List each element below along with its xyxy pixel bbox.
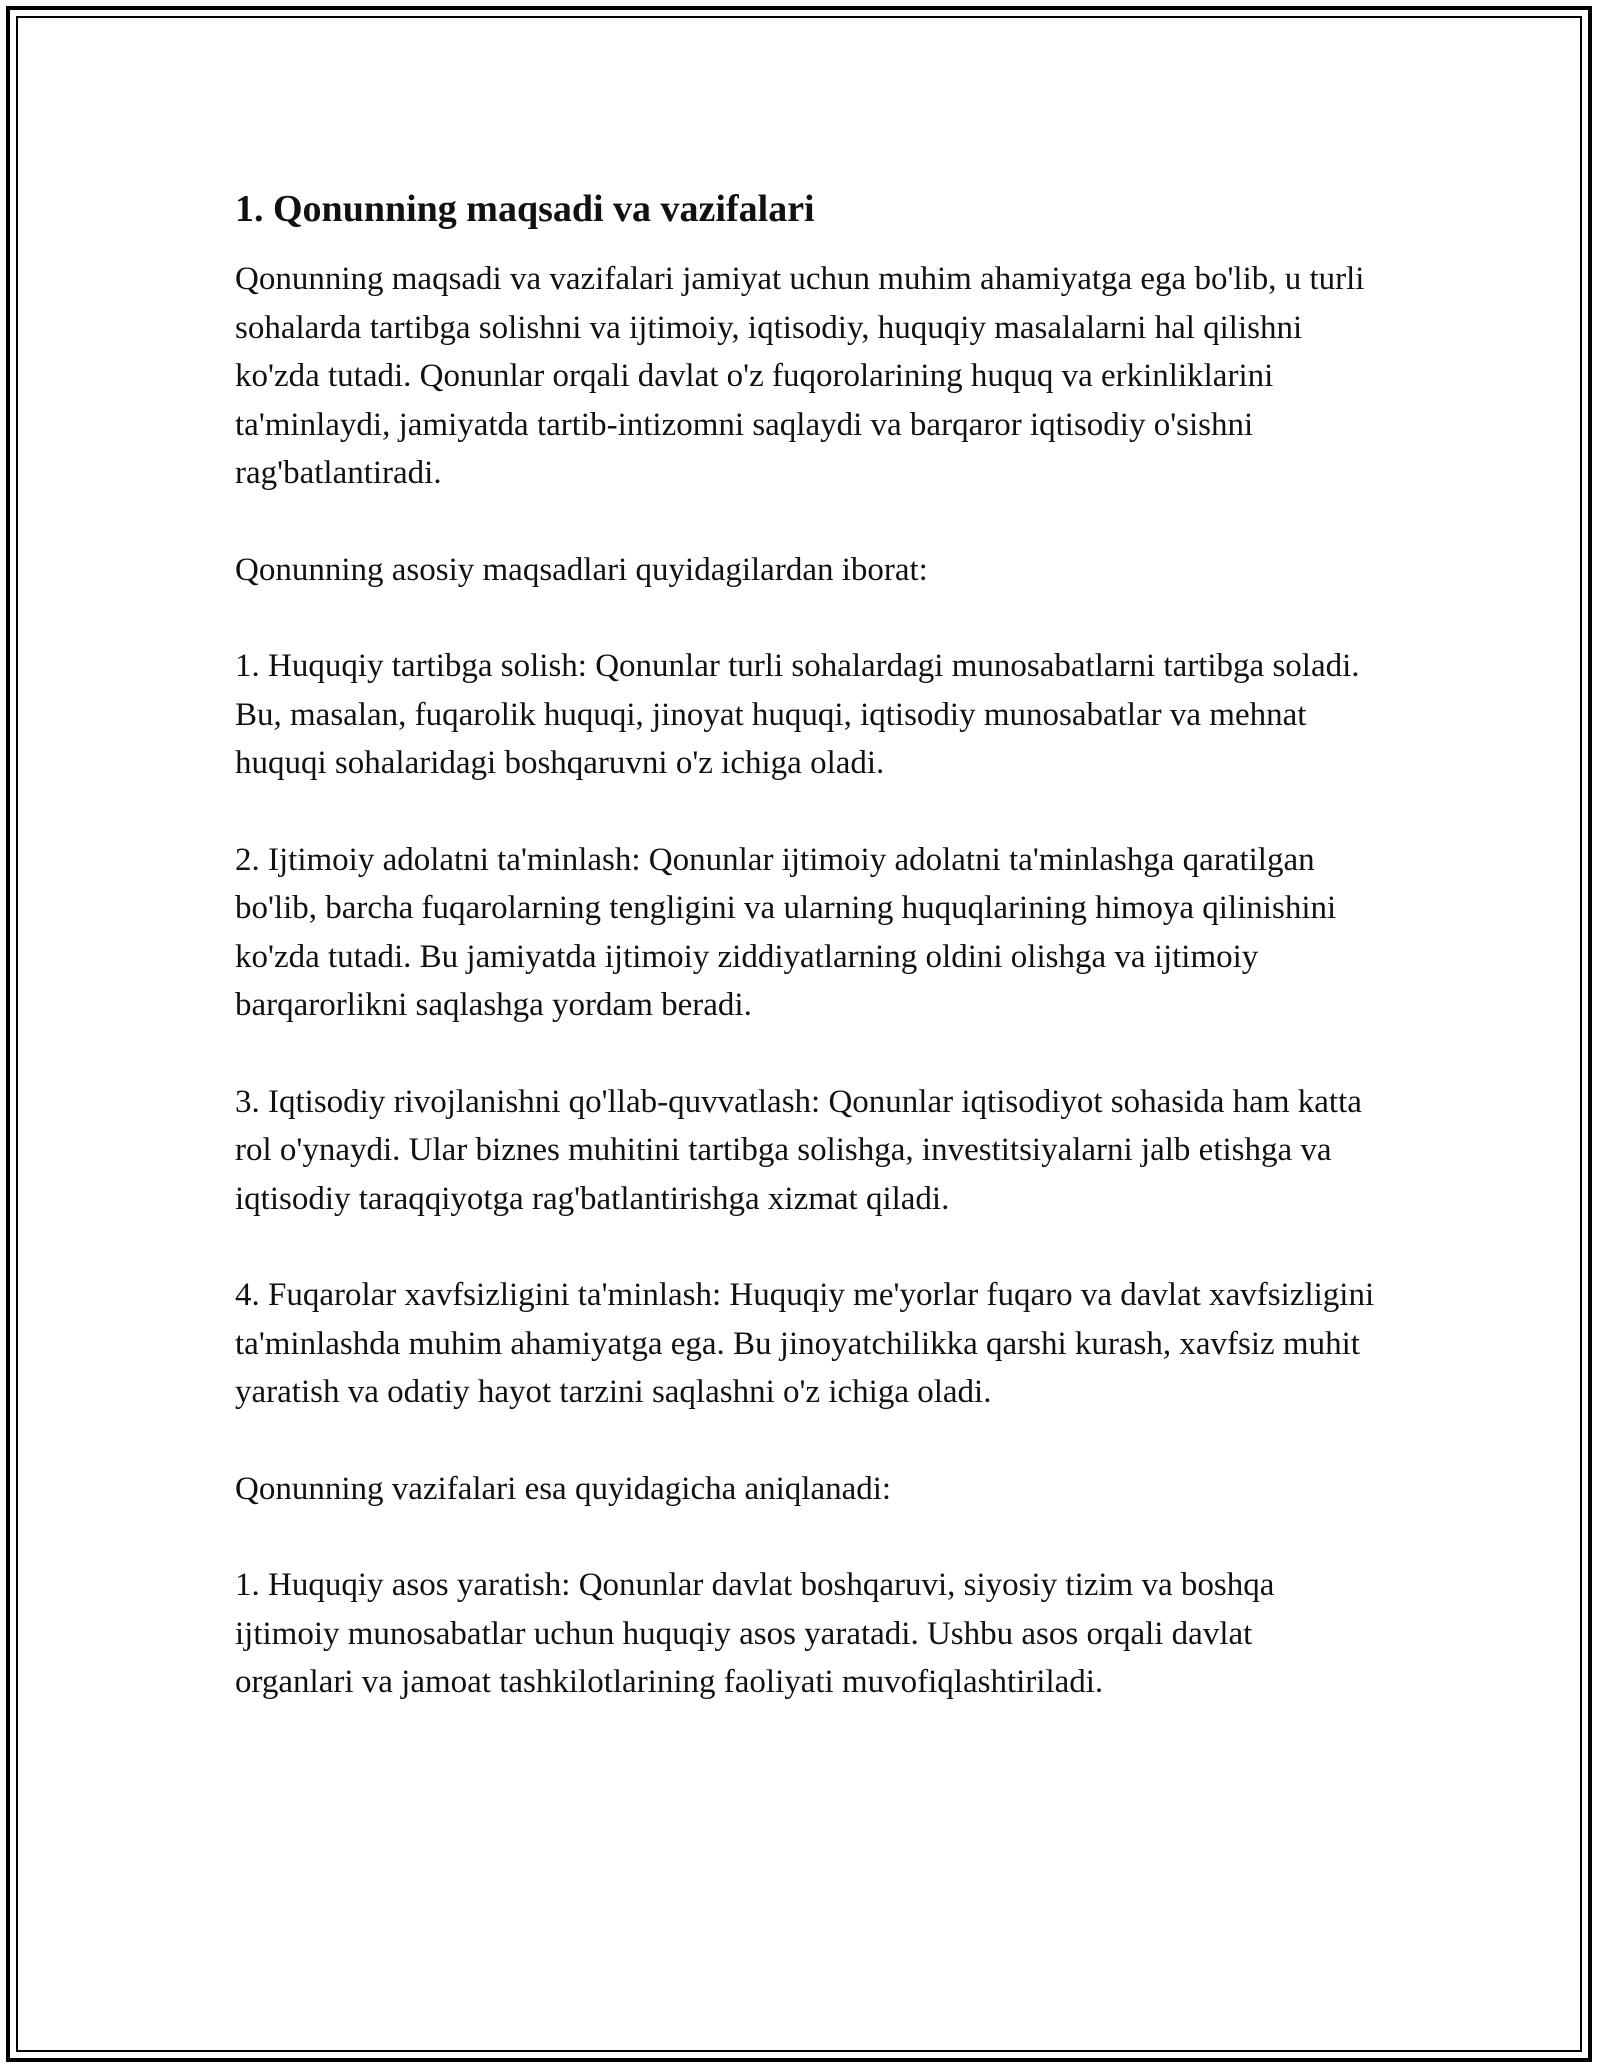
goal-item-2: 2. Ijtimoiy adolatni ta'minlash: Qonunlar ijtimoiy adolatni ta'minlashga qaratilgan bo'lib, barcha fuqarolarning tengligini va ularning huquqlarining himoya qilinishini ko'zda tutadi. Bu jamiyatda ijtimoiy ziddiyatlarning oldini olishga va ijtimoiy barqarorlikni saqlashga yordam beradi. bbox=[235, 841, 1337, 1023]
goal-item-1: 1. Huquqiy tartibga solish: Qonunlar turli sohalardagi munosabatlarni tartibga soladi. Bu, masalan, fuqarolik huquqi, jinoyat huquqi, iqtisodiy munosabatlar va mehnat huquqi sohalaridagi boshqaruvni o'z ichiga oladi. bbox=[235, 648, 1360, 781]
goal-item-4: 4. Fuqarolar xavfsizligini ta'minlash: Huquqiy me'yorlar fuqaro va davlat xavfsizligini ta'minlashda muhim ahamiyatga ega. Bu jinoyatchilikka qarshi kurash, xavfsiz muhit yaratish va odatiy hayot tarzini saqlashni o'z ichiga oladi. bbox=[235, 1277, 1375, 1410]
tasks-intro: Qonunning vazifalari esa quyidagicha aniqlanadi: bbox=[235, 1470, 892, 1507]
section-heading: 1. Qonunning maqsadi va vazifalari bbox=[235, 188, 815, 230]
task-item-1: 1. Huquqiy asos yaratish: Qonunlar davlat boshqaruvi, siyosiy tizim va boshqa ijtimoiy munosabatlar uchun huquqiy asos yaratadi. Ushbu asos orqali davlat organlari va jamoat tashkilotlarining faoliyati muvofiqlashtiriladi. bbox=[235, 1567, 1275, 1700]
document-body bbox=[235, 185, 1375, 1755]
goals-intro: Qonunning asosiy maqsadlari quyidagilardan iborat: bbox=[235, 551, 928, 588]
intro-paragraph: Qonunning maqsadi va vazifalari jamiyat uchun muhim ahamiyatga ega bo'lib, u turli sohalarda tartibga solishni va ijtimoiy, iqtisodiy, huquqiy masalalarni hal qilishni ko'zda tutadi. Qonunlar orqali davlat o'z fuqorolarining huquq va erkinliklarini ta'minlaydi, jamiyatda tartib-intizomni saqlaydi va barqaror iqtisodiy o'sishni rag'batlantiradi. bbox=[235, 261, 1365, 491]
goal-item-3: 3. Iqtisodiy rivojlanishni qo'llab-quvvatlash: Qonunlar iqtisodiyot sohasida ham katta rol o'ynaydi. Ular biznes muhitini tartibga solishga, investitsiyalarni jalb etishga va iqtisodiy taraqqiyotga rag'batlantirishga xizmat qiladi. bbox=[235, 1083, 1362, 1217]
